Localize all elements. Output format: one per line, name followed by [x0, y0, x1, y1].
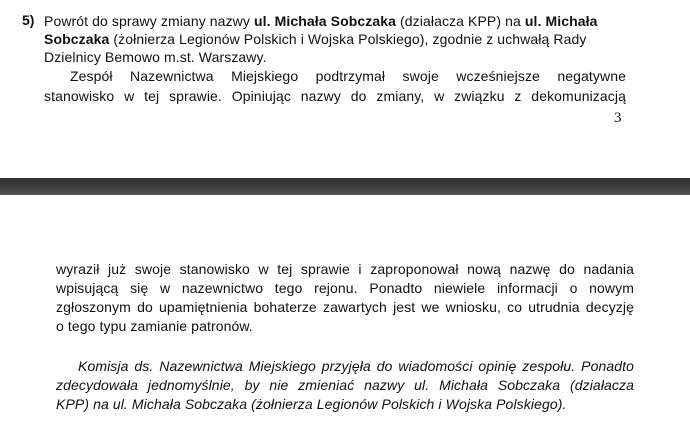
paragraph-bottom-line-2: wpisującą się w nazewnictwo tego rejonu. Ponadto niewiele informacji o nowym [56, 280, 634, 296]
paragraph-top-line-1: Zespół Nazewnictwa Miejskiego podtrzymał swoje wcześniejsze negatywne [70, 68, 626, 84]
paragraph-bottom-line-4: o tego typu zamianie patronów. [56, 318, 253, 334]
item-line-2 [44, 30, 586, 48]
resolution-line-2: zdecydowała jednomyślnie, by nie zmieniać nazwy ul. Michała Sobczaka (działacza [56, 377, 634, 393]
paragraph-top-line-2: stanowisko w tej sprawie. Opiniując nazwy do zmiany, w związku z dekomunizacją [44, 88, 626, 104]
resolution-line-3: KPP) na ul. Michała Sobczaka (żołnierza Legionów Polskich i Wojska Polskiego). [56, 396, 567, 412]
page-bottom [0, 195, 690, 422]
paragraph-bottom-line-1: wyraził już swoje stanowisko w tej sprawie i zaproponował nową nazwę do nadania [56, 261, 634, 277]
paragraph-bottom-line-3: zgłoszonym do upamiętnienia bohaterze zawartych jest we wniosku, co utrudnia decyzję [56, 299, 634, 315]
item-number: 5) [22, 12, 35, 28]
text-run: Dzielnicy Bemowo m.st. Warszawy. [44, 49, 267, 65]
page-break-divider [0, 178, 690, 195]
text-run: (żołnierza Legionów Polskich i Wojska Polskiego), zgodnie z uchwałą Rady [109, 31, 587, 47]
resolution-line-1: Komisja ds. Nazewnictwa Miejskiego przyjęła do wiadomości opinię zespołu. Ponadto [78, 358, 634, 374]
page-top [0, 0, 690, 178]
item-line-1 [44, 12, 598, 30]
street-name-bold: ul. Michała Sobczaka [253, 13, 397, 29]
text-run: Powrót do sprawy zmiany nazwy [44, 13, 254, 29]
item-line-3 [44, 48, 267, 66]
page-number: 3 [614, 110, 622, 126]
street-name-bold: ul. Michała [524, 13, 598, 29]
street-name-bold: Sobczaka [44, 31, 110, 47]
text-run: (działacza KPP) na [396, 13, 525, 29]
